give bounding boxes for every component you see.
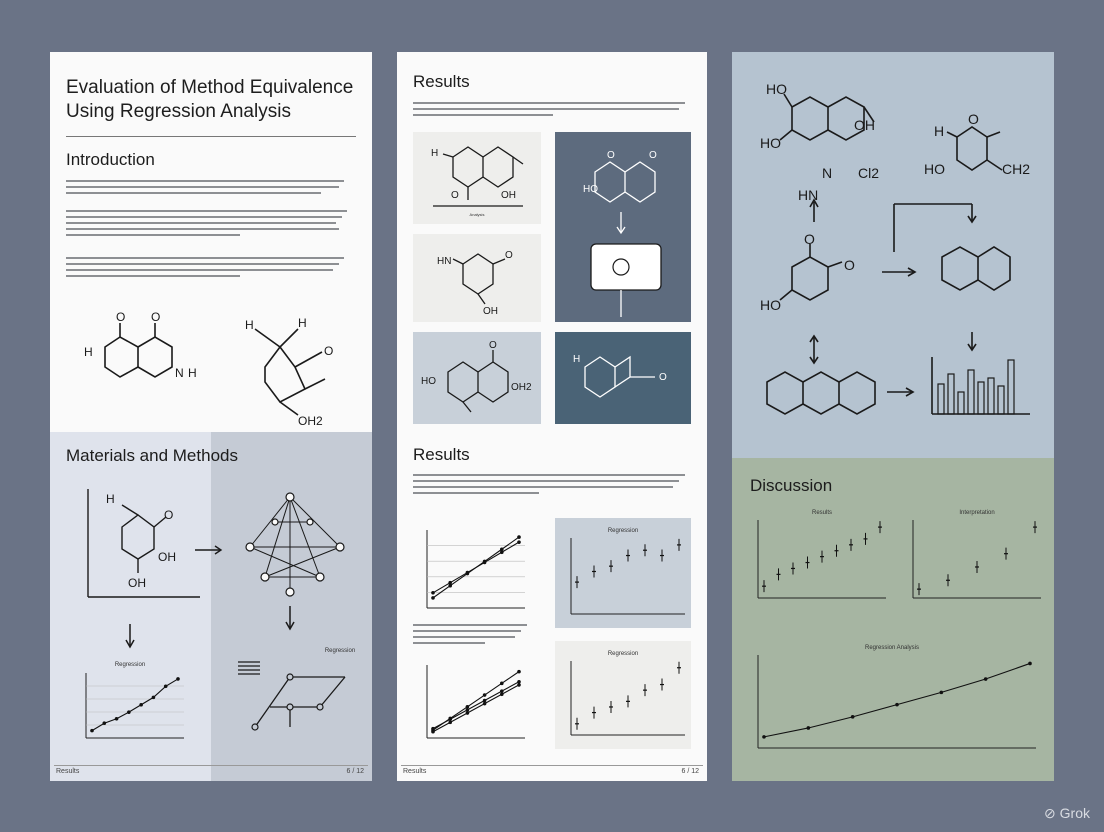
- mol-label: HO: [583, 184, 598, 195]
- data-point: [517, 683, 521, 687]
- data-point: [500, 689, 504, 693]
- brand-watermark: [1044, 805, 1090, 822]
- mol-label: HO: [760, 297, 781, 313]
- intro-molecules-diagram: [50, 307, 372, 432]
- document-title: Evaluation of Method Equivalence Using Regression Analysis: [66, 77, 354, 122]
- discussion-results-chart: [742, 502, 892, 612]
- down-arrow-icon: [120, 622, 140, 652]
- data-point: [517, 670, 521, 674]
- data-point: [517, 680, 521, 684]
- reaction-scheme-diagram: [732, 52, 1054, 452]
- footer-label: Results: [403, 768, 427, 775]
- poster-panel-discussion: [732, 52, 1054, 781]
- mol-label: OH: [128, 576, 146, 590]
- mol-label: OH: [501, 190, 516, 201]
- discussion-heading: Discussion: [750, 476, 833, 495]
- results-paragraph-3: [413, 624, 533, 648]
- molecule-box-2: [413, 234, 541, 322]
- chart-title: Regression: [114, 662, 146, 668]
- methods-heading: Materials and Methods: [66, 446, 238, 465]
- molecule-box-3: [413, 332, 541, 424]
- data-point: [176, 677, 180, 681]
- series-line: [433, 682, 519, 729]
- data-point: [448, 717, 452, 721]
- data-point: [431, 730, 435, 734]
- mol-label: O: [116, 310, 126, 324]
- data-point: [90, 729, 94, 733]
- data-point: [102, 721, 106, 725]
- data-point: [466, 711, 470, 715]
- data-point: [466, 705, 470, 709]
- data-point: [431, 727, 435, 731]
- mol-label: H: [245, 318, 254, 332]
- methods-regression-chart: [70, 657, 190, 752]
- mol-label: OH: [854, 117, 875, 133]
- mol-label: O: [659, 372, 667, 383]
- data-point: [139, 703, 143, 707]
- mol-label: O: [489, 340, 497, 351]
- intro-paragraph-1: [66, 180, 356, 198]
- mol-label: H: [573, 354, 581, 365]
- data-point: [431, 591, 435, 595]
- data-point: [164, 684, 168, 688]
- molecule-box-analysis: [413, 132, 541, 224]
- results-chart-box-2: [555, 641, 691, 749]
- intro-heading: Introduction: [66, 150, 155, 169]
- mol-label: O: [451, 190, 459, 201]
- series-line: [433, 685, 519, 732]
- data-point: [483, 702, 487, 706]
- chart-title: Regression: [607, 651, 639, 657]
- data-point: [807, 726, 811, 730]
- mol-label: OH: [158, 550, 176, 564]
- footer-divider: [401, 765, 703, 766]
- results-paragraph-1: [413, 102, 693, 120]
- mol-label: H: [106, 492, 115, 506]
- title-divider: [66, 136, 356, 137]
- mol-label: O: [505, 250, 513, 261]
- mol-label: OH2: [511, 382, 532, 393]
- box-caption: Analysis: [469, 212, 485, 217]
- mol-label: H: [934, 123, 945, 139]
- data-point: [500, 550, 504, 554]
- diagram-label: Regression: [324, 648, 356, 654]
- data-point: [500, 682, 504, 686]
- down-arrow-icon: [280, 604, 300, 634]
- chart-title: Regression: [607, 528, 639, 534]
- data-point: [431, 596, 435, 600]
- results-line-chart-1: [411, 522, 531, 622]
- series-line: [433, 542, 519, 593]
- mol-label: CH2: [1002, 161, 1031, 177]
- poster-panel-intro: [50, 52, 372, 781]
- data-point: [517, 535, 521, 539]
- mol-label: HO: [766, 81, 787, 97]
- mol-label: HO: [924, 161, 945, 177]
- page-number: 6 / 12: [681, 768, 699, 775]
- results-regression-chart-2: [555, 641, 691, 749]
- chart-title: Regression Analysis: [864, 645, 920, 651]
- data-point: [1028, 662, 1032, 666]
- mol-label: N: [822, 165, 833, 181]
- intro-paragraph-2: [66, 210, 356, 240]
- results-regression-chart-1: [555, 518, 691, 628]
- page-number: 6 / 12: [346, 768, 364, 775]
- mol-label: O: [844, 257, 855, 273]
- mol-label: O: [649, 150, 657, 161]
- molecule-box-reaction: [555, 132, 691, 322]
- footer-label: Results: [56, 768, 80, 775]
- grok-logo-icon: ⊘: [1044, 805, 1056, 821]
- data-point: [448, 581, 452, 585]
- mol-label: HN: [798, 187, 819, 203]
- mol-label: O: [164, 508, 174, 522]
- data-point: [152, 696, 156, 700]
- mol-label: O: [151, 310, 161, 324]
- mol-label: O: [968, 111, 979, 127]
- mol-label: H: [298, 316, 307, 330]
- data-point: [500, 692, 504, 696]
- footer-divider: [54, 765, 368, 766]
- data-point: [483, 693, 487, 697]
- mol-label: H: [84, 345, 93, 359]
- data-point: [466, 708, 470, 712]
- series-line: [764, 663, 1030, 736]
- mol-label: O: [804, 231, 815, 247]
- data-point: [483, 699, 487, 703]
- discussion-interpretation-chart: [897, 502, 1047, 612]
- data-point: [115, 717, 119, 721]
- intro-paragraph-3: [66, 257, 356, 281]
- mol-label: HO: [421, 376, 436, 387]
- data-point: [466, 571, 470, 575]
- data-point: [851, 715, 855, 719]
- results-heading: Results: [413, 72, 470, 91]
- chart-title: Results: [811, 510, 833, 516]
- molecule-box-4: [555, 332, 691, 424]
- results-chart-box-1: [555, 518, 691, 628]
- data-point: [448, 721, 452, 725]
- data-point: [940, 691, 944, 695]
- chart-title: Interpretation: [959, 510, 995, 516]
- mol-label: HN: [437, 256, 452, 267]
- regression-analysis-chart: [742, 637, 1042, 762]
- results-paragraph-2: [413, 474, 693, 498]
- poster-panel-results: [397, 52, 707, 781]
- data-point: [984, 677, 988, 681]
- mol-label: H: [431, 148, 439, 159]
- mol-label: OH: [483, 306, 498, 317]
- mol-label: OH2: [298, 414, 323, 428]
- mol-label: H: [188, 366, 197, 380]
- data-point: [127, 710, 131, 714]
- data-point: [895, 703, 899, 707]
- methods-diagram: [50, 477, 372, 617]
- methods-flow-diagram: [230, 637, 370, 747]
- mol-label: Cl2: [858, 165, 880, 181]
- results-line-chart-2: [411, 657, 531, 752]
- results-heading-2: Results: [413, 445, 470, 464]
- data-point: [517, 540, 521, 544]
- mol-label: N: [175, 366, 184, 380]
- mol-label: O: [324, 344, 334, 358]
- mol-label: O: [607, 150, 615, 161]
- data-point: [762, 735, 766, 739]
- data-point: [483, 561, 487, 565]
- watermark-label: Grok: [1059, 805, 1090, 821]
- mol-label: HO: [760, 135, 781, 151]
